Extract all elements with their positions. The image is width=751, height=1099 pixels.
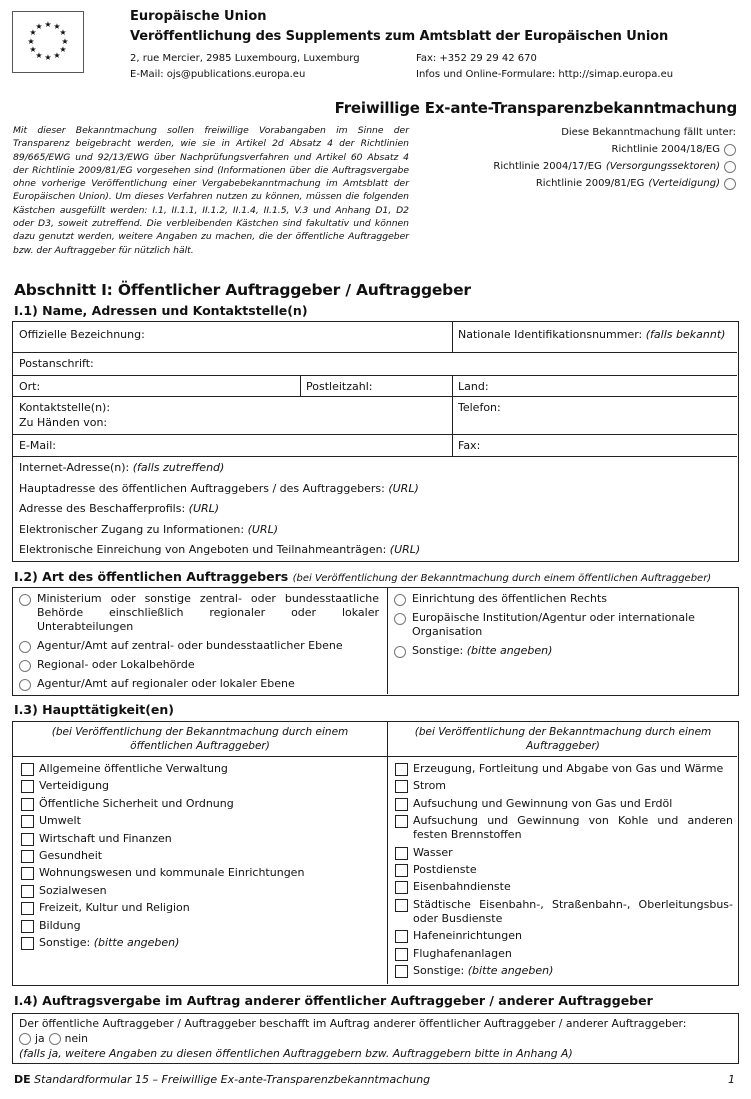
behalf-purchasing-box (12, 1013, 739, 1064)
activity-electricity[interactable]: Strom (395, 779, 733, 793)
svg-text:★: ★ (59, 45, 67, 54)
radio-icon[interactable] (19, 594, 31, 606)
checkbox-icon[interactable] (395, 815, 408, 828)
fax-number: Fax: +352 29 29 42 670 (416, 53, 537, 64)
subsection-i2-title: I.2) Art des öffentlichen Auftraggebers (bei Veröffentlichung der Bekanntmachung durch einem öffentlichen Auftraggeber) (14, 569, 712, 584)
postal-address-field[interactable]: Postanschrift: (19, 357, 94, 370)
directive-option-2009-81[interactable]: Richtlinie 2009/81/EG (Verteidigung) (493, 175, 736, 192)
svg-text:★: ★ (35, 22, 43, 31)
checkbox-icon[interactable] (395, 763, 408, 776)
svg-text:★: ★ (53, 51, 61, 60)
authority-type-right (394, 592, 714, 663)
activity-recreation[interactable]: Freizeit, Kultur und Religion (21, 901, 381, 915)
radio-icon[interactable] (394, 594, 406, 606)
radio-yes[interactable] (19, 1033, 31, 1045)
subsection-i4-title: I.4) Auftragsvergabe im Auftrag anderer öffentlicher Auftraggeber / anderer Auftraggeber (14, 993, 653, 1008)
radio-icon[interactable] (724, 144, 736, 156)
activity-social-protection[interactable]: Sozialwesen (21, 884, 381, 898)
activity-environment[interactable]: Umwelt (21, 814, 381, 828)
contact-point-field[interactable]: Kontaktstelle(n): Zu Händen von: (19, 401, 111, 429)
svg-text:★: ★ (44, 53, 52, 62)
checkbox-icon[interactable] (21, 902, 34, 915)
checkbox-icon[interactable] (21, 850, 34, 863)
svg-text:★: ★ (59, 28, 67, 37)
checkbox-icon[interactable] (21, 815, 34, 828)
checkbox-icon[interactable] (395, 881, 408, 894)
activity-urban-transport[interactable]: Städtische Eisenbahn-, Straßenbahn-, Oberleitungsbus- oder Busdienste (395, 898, 733, 926)
directive-selector (493, 124, 736, 192)
right-column-header: (bei Veröffentlichung der Bekanntmachung durch einem Auftraggeber) (414, 726, 712, 752)
checkbox-icon[interactable] (21, 920, 34, 933)
town-field[interactable]: Ort: (19, 380, 41, 393)
activity-other-left[interactable]: Sonstige: (bitte angeben) (21, 936, 381, 950)
checkbox-icon[interactable] (395, 798, 408, 811)
checkbox-icon[interactable] (395, 864, 408, 877)
intro-text: Mit dieser Bekanntmachung sollen freiwillige Vorabangaben im Sinne der Transparenz beigebracht werden, wie sie in Artikel 2d Absatz 4 der Richtlinien 89/665/EWG und 92/13/EWG über Nachprüfungsverfahren und Artikel 60 Absatz 4 der Richtlinie 2009/81/EG vorgesehen sind (Informationen über die Auftragsvergabe ohne vorherige Veröffentlichung einer Vergabebekanntmachung im Amtsblatt der Europäischen Union). Um dieses Verfahren nutzen zu können, müssen die folgenden Kästchen ausgefüllt werden: I.1, II.1.1, II.1.2, II.1.4, II.1.5, V.3 und Anhang D1, D2 oder D3, soweit zutreffend. Die verbleibenden Kästchen sind fakultativ und können dazu genutzt werden, weitere Angaben zu machen, die der öffentliche Auftraggeber bzw. der Auftraggeber für nützlich hält. (13, 125, 409, 256)
page-number: 1 (728, 1073, 735, 1086)
internet-addresses (13, 458, 426, 564)
radio-icon[interactable] (394, 613, 406, 625)
electronic-submission-url-field[interactable]: Elektronische Einreichung von Angeboten und Teilnahmeanträgen: (URL) (19, 543, 421, 557)
option-eu-institution[interactable]: Europäische Institution/Agentur oder internationale Organisation (394, 611, 714, 639)
radio-icon[interactable] (19, 660, 31, 672)
org-name: Europäische Union (130, 9, 267, 24)
section-title: Abschnitt I: Öffentlicher Auftraggeber / Auftraggeber (14, 281, 471, 299)
authority-type-left (19, 592, 379, 696)
activity-port[interactable]: Hafeneinrichtungen (395, 929, 733, 943)
publication-title: Veröffentlichung des Supplements zum Amtsblatt der Europäischen Union (130, 29, 669, 44)
radio-no[interactable] (49, 1033, 61, 1045)
activity-education[interactable]: Bildung (21, 919, 381, 933)
activity-water[interactable]: Wasser (395, 846, 733, 860)
electronic-access-url-field[interactable]: Elektronischer Zugang zu Informationen: (URL) (19, 522, 278, 536)
checkbox-icon[interactable] (395, 780, 408, 793)
option-public-law-body[interactable]: Einrichtung des öffentlichen Rechts (394, 592, 714, 606)
eu-flag-icon (12, 11, 84, 73)
checkbox-icon[interactable] (21, 885, 34, 898)
svg-text:★: ★ (53, 22, 61, 31)
checkbox-icon[interactable] (21, 937, 34, 950)
directive-label: Diese Bekanntmachung fällt unter: (561, 127, 736, 138)
directive-option-2004-18[interactable]: Richtlinie 2004/18/EG (493, 141, 736, 158)
contracting-authority-type-table (12, 587, 739, 696)
contact-block (416, 51, 673, 83)
activity-postal[interactable]: Postdienste (395, 863, 733, 877)
main-address-url-field[interactable]: Hauptadresse des öffentlichen Auftraggebers / des Auftraggebers: (URL) (19, 481, 419, 495)
checkbox-icon[interactable] (395, 930, 408, 943)
activities-left-list (21, 762, 381, 953)
postcode-field[interactable]: Postleitzahl: (306, 380, 373, 393)
radio-icon[interactable] (19, 641, 31, 653)
activities-right-list (395, 762, 733, 981)
option-regional-agency[interactable]: Agentur/Amt auf regionaler oder lokaler Ebene (19, 677, 379, 691)
checkbox-icon[interactable] (21, 798, 34, 811)
internet-label: Internet-Adresse(n): (falls zutreffend) (19, 461, 225, 474)
subsection-i3-title: I.3) Haupttätigkeit(en) (14, 702, 175, 717)
contact-table (12, 321, 739, 562)
email-field[interactable]: E-Mail: (19, 439, 56, 452)
activity-health[interactable]: Gesundheit (21, 849, 381, 863)
page-title: Freiwillige Ex-ante-Transparenzbekanntmachung (334, 99, 737, 117)
radio-icon[interactable] (724, 178, 736, 190)
activity-general-administration[interactable]: Allgemeine öffentliche Verwaltung (21, 762, 381, 776)
page-footer: DE Standardformular 15 – Freiwillige Ex-ante-Transparenzbekanntmachung (14, 1073, 431, 1086)
option-national-agency[interactable]: Agentur/Amt auf zentral- oder bundesstaatlicher Ebene (19, 639, 379, 653)
activity-other-right[interactable]: Sonstige: (bitte angeben) (395, 964, 733, 978)
checkbox-icon[interactable] (21, 780, 34, 793)
fax-field[interactable]: Fax: (458, 439, 481, 452)
behalf-question: Der öffentliche Auftraggeber / Auftraggeber beschafft im Auftrag anderer öffentlicher Auftraggeber / anderer Auftraggeber: (19, 1017, 687, 1030)
checkbox-icon[interactable] (21, 833, 34, 846)
official-name-field[interactable]: Offizielle Bezeichnung: (19, 328, 145, 341)
behalf-note: (falls ja, weitere Angaben zu diesen öffentlichen Auftraggebern bzw. Auftraggebern bitte in Anhang A) (19, 1047, 573, 1060)
activity-gas-heat[interactable]: Erzeugung, Fortleitung und Abgabe von Gas und Wärme (395, 762, 733, 776)
svg-text:★: ★ (35, 51, 43, 60)
svg-text:★: ★ (44, 20, 52, 29)
behalf-question-block (19, 1016, 733, 1061)
behalf-answer: ja nein (19, 1031, 733, 1046)
option-regional-authority[interactable]: Regional- oder Lokalbehörde (19, 658, 379, 672)
activity-public-order[interactable]: Öffentliche Sicherheit und Ordnung (21, 797, 381, 811)
checkbox-icon[interactable] (21, 867, 34, 880)
country-field[interactable]: Land: (458, 380, 489, 393)
option-other[interactable]: Sonstige: (bitte angeben) (394, 644, 714, 658)
activity-railway[interactable]: Eisenbahndienste (395, 880, 733, 894)
checkbox-icon[interactable] (21, 763, 34, 776)
buyer-profile-url-field[interactable]: Adresse des Beschafferprofils: (URL) (19, 502, 220, 516)
radio-icon[interactable] (19, 679, 31, 691)
subsection-i1-title: I.1) Name, Adressen und Kontaktstelle(n) (14, 303, 308, 318)
activity-defence[interactable]: Verteidigung (21, 779, 381, 793)
left-column-header: (bei Veröffentlichung der Bekanntmachung durch einem öffentlichen Auftraggeber) (51, 726, 349, 752)
phone-field[interactable]: Telefon: (458, 401, 501, 414)
activity-economic-affairs[interactable]: Wirtschaft und Finanzen (21, 832, 381, 846)
svg-text:★: ★ (29, 45, 37, 54)
radio-icon[interactable] (394, 646, 406, 658)
directive-option-2004-17[interactable]: Richtlinie 2004/17/EG (Versorgungssektoren) (493, 158, 736, 175)
svg-text:★: ★ (27, 37, 35, 46)
activity-airport[interactable]: Flughafenanlagen (395, 947, 733, 961)
checkbox-icon[interactable] (395, 948, 408, 961)
activity-housing[interactable]: Wohnungswesen und kommunale Einrichtungen (21, 866, 381, 880)
checkbox-icon[interactable] (395, 899, 408, 912)
contact-email[interactable]: E-Mail: ojs@publications.europa.eu (130, 69, 306, 80)
svg-text:★: ★ (29, 28, 37, 37)
checkbox-icon[interactable] (395, 847, 408, 860)
info-link[interactable]: Infos und Online-Formulare: http://simap.europa.eu (416, 69, 674, 80)
option-ministry[interactable]: Ministerium oder sonstige zentral- oder bundesstaatliche Behörde einschließlich regionaler oder lokaler Unterabteilungen (19, 592, 379, 634)
checkbox-icon[interactable] (395, 965, 408, 978)
national-id-field[interactable]: Nationale Identifikationsnummer: (falls bekannt) (458, 328, 726, 341)
radio-icon[interactable] (724, 161, 736, 173)
activity-gas-oil-extraction[interactable]: Aufsuchung und Gewinnung von Gas und Erdöl (395, 797, 733, 811)
svg-text:★: ★ (61, 37, 69, 46)
address-block (130, 51, 360, 83)
main-activities-table (12, 721, 739, 986)
activity-coal-extraction[interactable]: Aufsuchung und Gewinnung von Kohle und anderen festen Brennstoffen (395, 814, 733, 842)
postal-address: 2, rue Mercier, 2985 Luxembourg, Luxemburg (130, 53, 360, 64)
